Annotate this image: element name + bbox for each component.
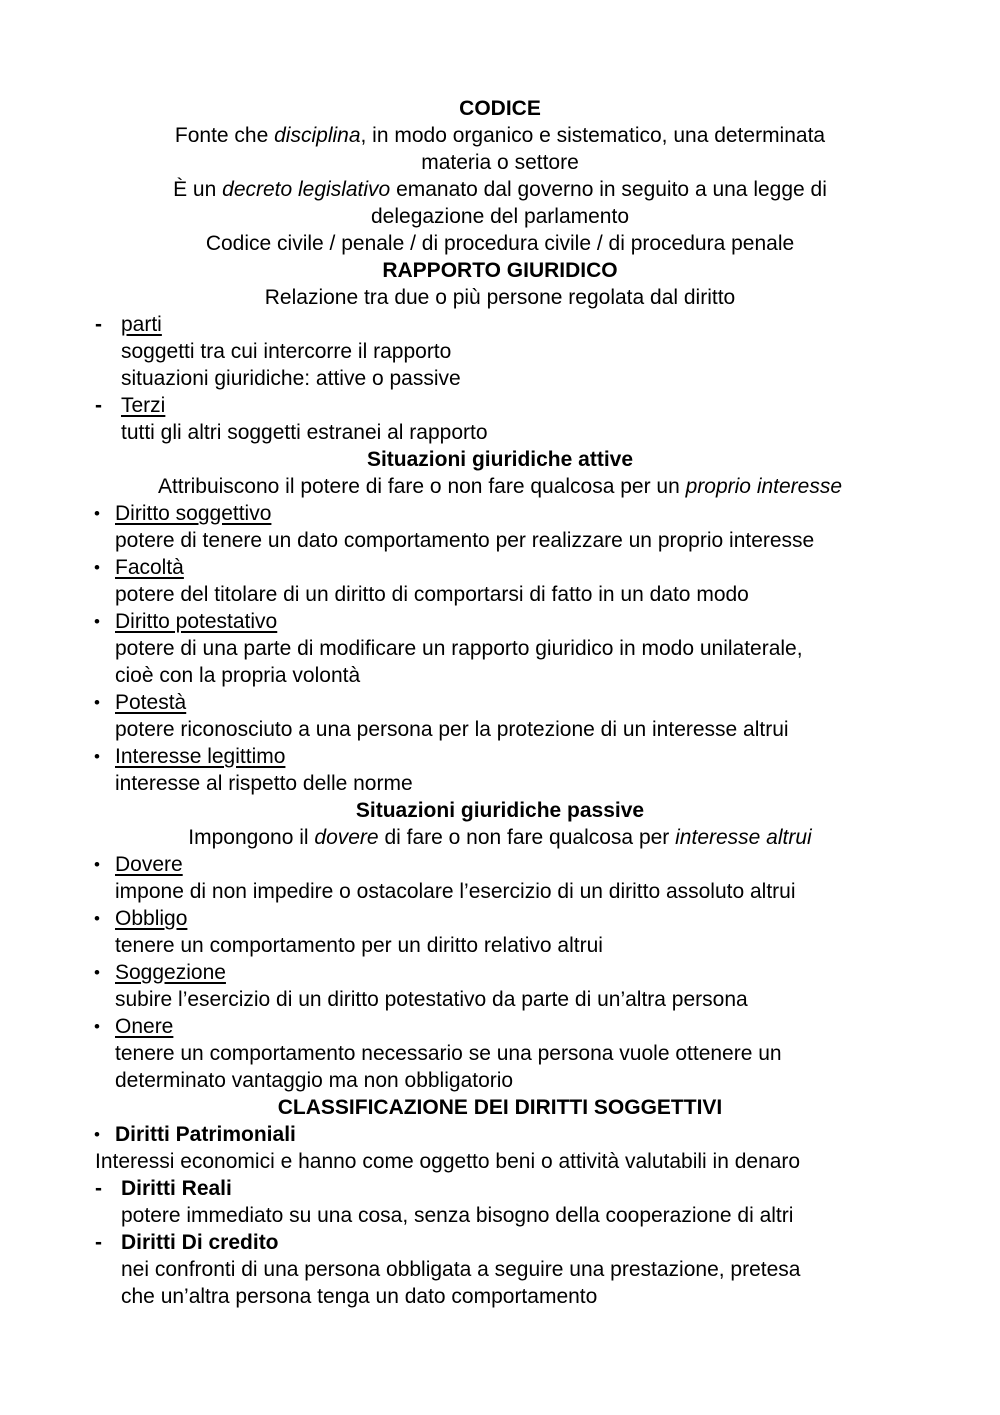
item-description: nei confronti di una persona obbligata a seguire una prestazione, pretesa [121, 1258, 801, 1281]
item-description: interesse al rispetto delle norme [115, 772, 413, 795]
item-description: potere di una parte di modificare un rapporto giuridico in modo unilaterale, [115, 637, 803, 660]
item-label: Potestà [115, 691, 187, 714]
item-label: Dovere [115, 853, 183, 876]
bullet-marker: • [94, 855, 100, 874]
item-description: cioè con la propria volontà [115, 664, 361, 687]
heading-classificazione: CLASSIFICAZIONE DEI DIRITTI SOGGETTIVI [277, 1096, 723, 1119]
item-description: potere immediato su una cosa, senza bisogno della cooperazione di altri [121, 1204, 794, 1227]
attive-intro: Attribuiscono il potere di fare o non fare qualcosa per un proprio interesse [157, 475, 843, 498]
bullet-marker: • [94, 558, 100, 577]
bullet-marker: • [94, 1017, 100, 1036]
item-label: Diritto soggettivo [115, 502, 272, 525]
item-label: Facoltà [115, 556, 184, 579]
heading-rapporto-giuridico: RAPPORTO GIURIDICO [382, 259, 618, 282]
list-item-diritti-reali [0, 1175, 1000, 1202]
rapporto-intro: Relazione tra due o più persone regolata dal diritto [264, 286, 736, 309]
codice-definition-line-1: Fonte che disciplina, in modo organico e sistematico, una determinata [174, 124, 826, 147]
list-item-dovere [0, 851, 1000, 878]
item-description: che un’altra persona tenga un dato comportamento [121, 1285, 598, 1308]
document-page [0, 95, 1000, 1310]
item-description: tenere un comportamento necessario se una persona vuole ottenere un [115, 1042, 782, 1065]
item-label: Diritti Di credito [121, 1231, 279, 1254]
codice-types-line: Codice civile / penale / di procedura civile / di procedura penale [205, 232, 795, 255]
heading-situazioni-passive: Situazioni giuridiche passive [355, 799, 645, 822]
dash-marker: - [95, 1231, 102, 1254]
list-item-potesta [0, 689, 1000, 716]
item-description: subire l’esercizio di un diritto potestativo da parte di un’altra persona [115, 988, 748, 1011]
item-description: impone di non impedire o ostacolare l’esercizio di un diritto assoluto altrui [115, 880, 796, 903]
passive-intro: Impongono il dovere di fare o non fare qualcosa per interesse altrui [188, 826, 812, 849]
item-label: Diritto potestativo [115, 610, 278, 633]
bullet-marker: • [94, 963, 100, 982]
item-description: potere riconosciuto a una persona per la protezione di un interesse altrui [115, 718, 789, 741]
item-label: Diritti Reali [121, 1177, 232, 1200]
item-description: potere del titolare di un diritto di comportarsi di fatto in un dato modo [115, 583, 749, 606]
bullet-marker: • [94, 909, 100, 928]
list-item-diritto-soggettivo [0, 500, 1000, 527]
heading-codice: CODICE [459, 97, 541, 120]
item-description: soggetti tra cui intercorre il rapporto [121, 340, 452, 363]
bullet-marker: • [94, 1125, 100, 1144]
list-item-diritti-di-credito [0, 1229, 1000, 1256]
item-label: Soggezione [115, 961, 226, 984]
list-item-facolta [0, 554, 1000, 581]
list-item-diritto-potestativo [0, 608, 1000, 635]
dash-marker: - [95, 1177, 102, 1200]
list-item-onere [0, 1013, 1000, 1040]
dash-marker: - [95, 394, 102, 417]
heading-situazioni-attive: Situazioni giuridiche attive [366, 448, 634, 471]
list-item-terzi [0, 392, 1000, 419]
list-item-obbligo [0, 905, 1000, 932]
codice-decreto-line-2: delegazione del parlamento [370, 205, 630, 228]
list-item-parti [0, 311, 1000, 338]
bullet-marker: • [94, 747, 100, 766]
item-description: tenere un comportamento per un diritto relativo altrui [115, 934, 603, 957]
bullet-marker: • [94, 612, 100, 631]
list-item-diritti-patrimoniali [0, 1121, 1000, 1148]
bullet-marker: • [94, 693, 100, 712]
item-label: Obbligo [115, 907, 188, 930]
codice-decreto-line-1: È un decreto legislativo emanato dal governo in seguito a una legge di [173, 178, 827, 201]
item-label: Terzi [121, 394, 166, 417]
item-description: tutti gli altri soggetti estranei al rapporto [121, 421, 488, 444]
item-label: parti [121, 313, 162, 336]
list-item-soggezione [0, 959, 1000, 986]
item-label: Interesse legittimo [115, 745, 286, 768]
item-description: determinato vantaggio ma non obbligatorio [115, 1069, 514, 1092]
item-label: Onere [115, 1015, 174, 1038]
item-description: potere di tenere un dato comportamento per realizzare un proprio interesse [115, 529, 815, 552]
item-label: Diritti Patrimoniali [115, 1123, 296, 1146]
bullet-marker: • [94, 504, 100, 523]
item-description: situazioni giuridiche: attive o passive [121, 367, 461, 390]
codice-definition-line-2: materia o settore [421, 151, 579, 174]
dash-marker: - [95, 313, 102, 336]
list-item-interesse-legittimo [0, 743, 1000, 770]
patrimoniali-description: Interessi economici e hanno come oggetto beni o attività valutabili in denaro [95, 1150, 801, 1173]
